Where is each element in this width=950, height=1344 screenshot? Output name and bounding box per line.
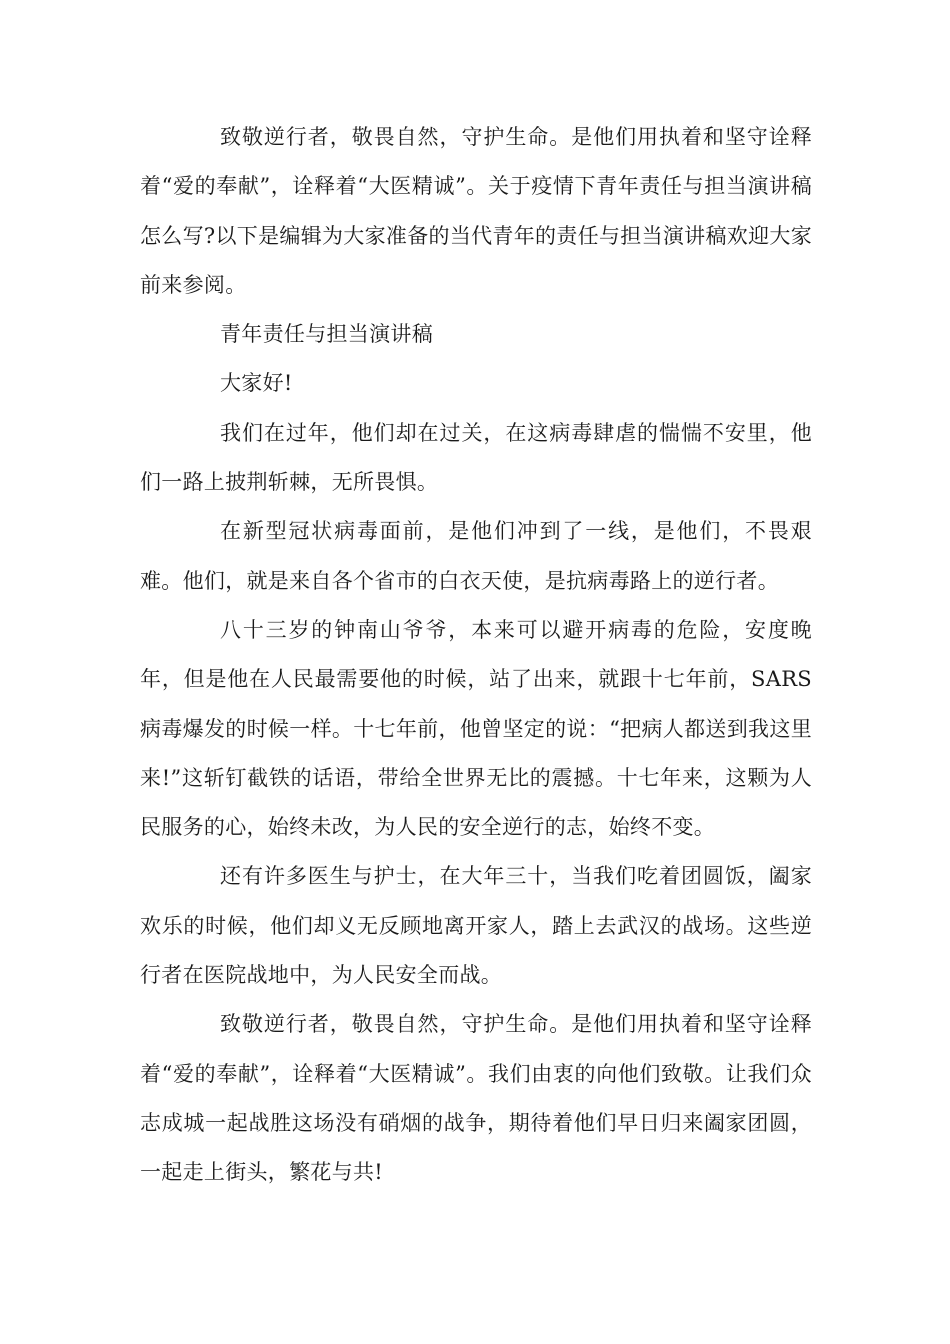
document-page <box>140 113 812 1198</box>
greeting: 大家好! <box>220 371 293 396</box>
speech-title: 青年责任与担当演讲稿 <box>220 322 433 347</box>
intro-paragraph: 致敬逆行者，敬畏自然，守护生命。是他们用执着和坚守诠释着“爱的奉献”，诠释着“大医精诚”。关于疫情下青年责任与担当演讲稿怎么写?以下是编辑为大家准备的当代青年的责任与担当演讲稿欢迎大家前来参阅。 <box>140 125 812 297</box>
closing-paragraph: 致敬逆行者，敬畏自然，守护生命。是他们用执着和坚守诠释着“爱的奉献”，诠释着“大医精诚”。我们由衷的向他们致敬。让我们众志成城一起战胜这场没有硝烟的战争，期待着他们早日归来阖家团圆，一起走上街头，繁花与共! <box>140 1012 812 1185</box>
body-paragraph: 还有许多医生与护士，在大年三十，当我们吃着团圆饭，阖家欢乐的时候，他们却义无反顾地离开家人，踏上去武汉的战场。这些逆行者在医院战地中，为人民安全而战。 <box>140 864 812 988</box>
body-paragraph: 八十三岁的钟南山爷爷，本来可以避开病毒的危险，安度晚年，但是他在人民最需要他的时候，站了出来，就跟十七年前，SARS病毒爆发的时候一样。十七年前，他曾坚定的说：“把病人都送到我这里来!”这斩钉截铁的话语，带给全世界无比的震撼。十七年来，这颗为人民服务的心，始终未改，为人民的安全逆行的志，始终不变。 <box>140 617 812 840</box>
body-paragraph: 我们在过年，他们却在过关，在这病毒肆虐的惴惴不安里，他们一路上披荆斩棘，无所畏惧。 <box>140 420 812 495</box>
body-paragraph: 在新型冠状病毒面前，是他们冲到了一线，是他们，不畏艰难。他们，就是来自各个省市的白衣天使，是抗病毒路上的逆行者。 <box>140 519 812 593</box>
